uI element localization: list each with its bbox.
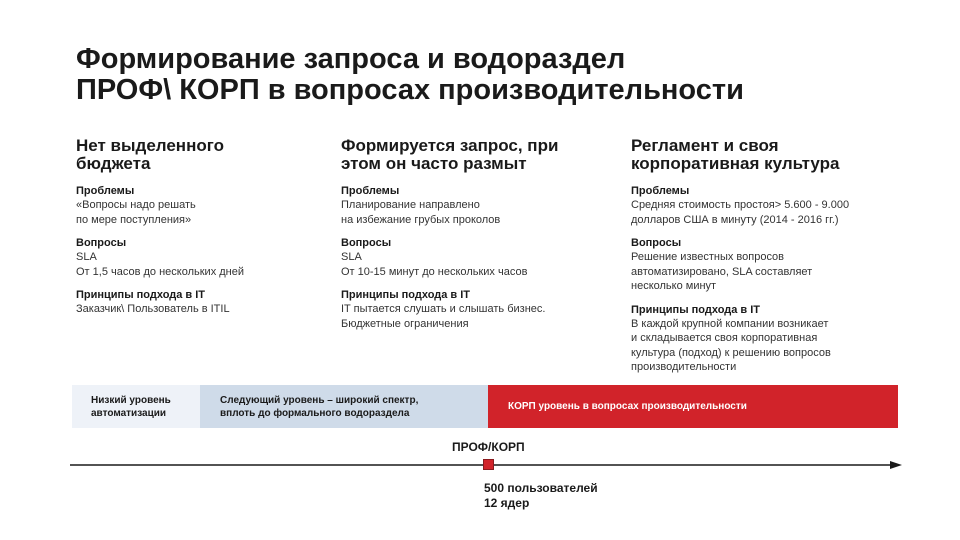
column-heading-line: бюджета [76,154,151,173]
section-text: по мере поступления» [76,213,192,226]
section-text: несколько минут [631,280,717,292]
column-request-forming [341,137,611,340]
band-label-line: КОРП уровень в вопросах производительности [508,401,747,412]
section-text: «Вопросы надо решать [76,199,196,211]
section-text: производительности [631,361,737,373]
section-title: Вопросы [76,237,127,249]
section-text: IT пытается слушать и слышать бизнес. [341,303,546,315]
section-title: Проблемы [341,185,400,197]
band-label-line: Низкий уровень [91,394,171,406]
band-label-line: автоматизации [91,407,167,419]
section-text: SLA [76,251,97,263]
marker-label: ПРОФ/КОРП [452,440,525,454]
column-heading-line: Формируется запрос, при [341,136,559,155]
section-title: Принципы подхода в IT [631,303,761,316]
section-title: Проблемы [631,185,690,197]
section-text: Решение известных вопросов [631,251,785,263]
section-text: автоматизировано, SLA составляет [631,265,813,278]
section-title: Принципы подхода в IT [341,289,471,301]
arrowhead-icon [890,461,902,469]
marker-detail-line: 500 пользователей [484,481,598,495]
section-text: долларов США в минуту (2014 - 2016 гг.) [631,213,839,226]
band-next-level [200,385,488,428]
slide-title [76,44,896,106]
section-title: Вопросы [341,237,392,249]
band-label-line: Следующий уровень – широкий спектр, [220,394,419,406]
section-title: Вопросы [631,237,682,249]
section-questions [341,236,611,279]
section-text: SLA [341,251,362,263]
section-text: и складывается своя корпоративная [631,332,818,344]
column-no-budget [76,137,346,326]
marker-detail-line: 12 ядер [484,496,530,510]
column-heading [631,137,901,173]
section-it-principles [341,288,611,331]
section-questions [631,236,901,294]
band-low-automation [72,385,200,428]
band-label-line: вплоть до формального водораздела [220,407,410,419]
band-label [508,400,747,413]
column-corporate-culture [631,137,901,384]
section-text: Бюджетные ограничения [341,317,469,330]
column-heading-line: Регламент и своя [631,136,779,155]
section-it-principles [76,288,346,317]
section-problems [341,184,611,227]
column-heading-line: корпоративная культура [631,154,840,173]
section-text: Заказчик\ Пользователь в ITIL [76,303,230,315]
column-heading [341,137,611,173]
band-label [91,394,171,420]
marker-details [484,481,598,511]
section-questions [76,236,346,279]
section-text: культура (подход) к решению вопросов [631,346,831,359]
section-text: на избежание грубых проколов [341,213,501,226]
column-heading-line: Нет выделенного [76,136,224,155]
band-label [220,394,418,420]
section-title: Проблемы [76,185,135,197]
threshold-marker [483,459,494,470]
column-heading-line: этом он часто размыт [341,154,527,173]
section-text: Средняя стоимость простоя> 5.600 - 9.000 [631,199,850,211]
section-title: Принципы подхода в IT [76,289,206,301]
section-problems [631,184,901,227]
slide-title-line-1: Формирование запроса и водораздел [76,43,626,75]
band-corp-level [488,385,898,428]
slide-title-line-2: ПРОФ\ КОРП в вопросах производительности [76,74,744,106]
column-heading [76,137,346,173]
section-text: Планирование направлено [341,199,480,211]
section-text: В каждой крупной компании возникает [631,317,829,330]
section-text: От 1,5 часов до нескольких дней [76,265,245,278]
section-it-principles [631,303,901,375]
section-problems [76,184,346,227]
section-text: От 10-15 минут до нескольких часов [341,265,528,278]
